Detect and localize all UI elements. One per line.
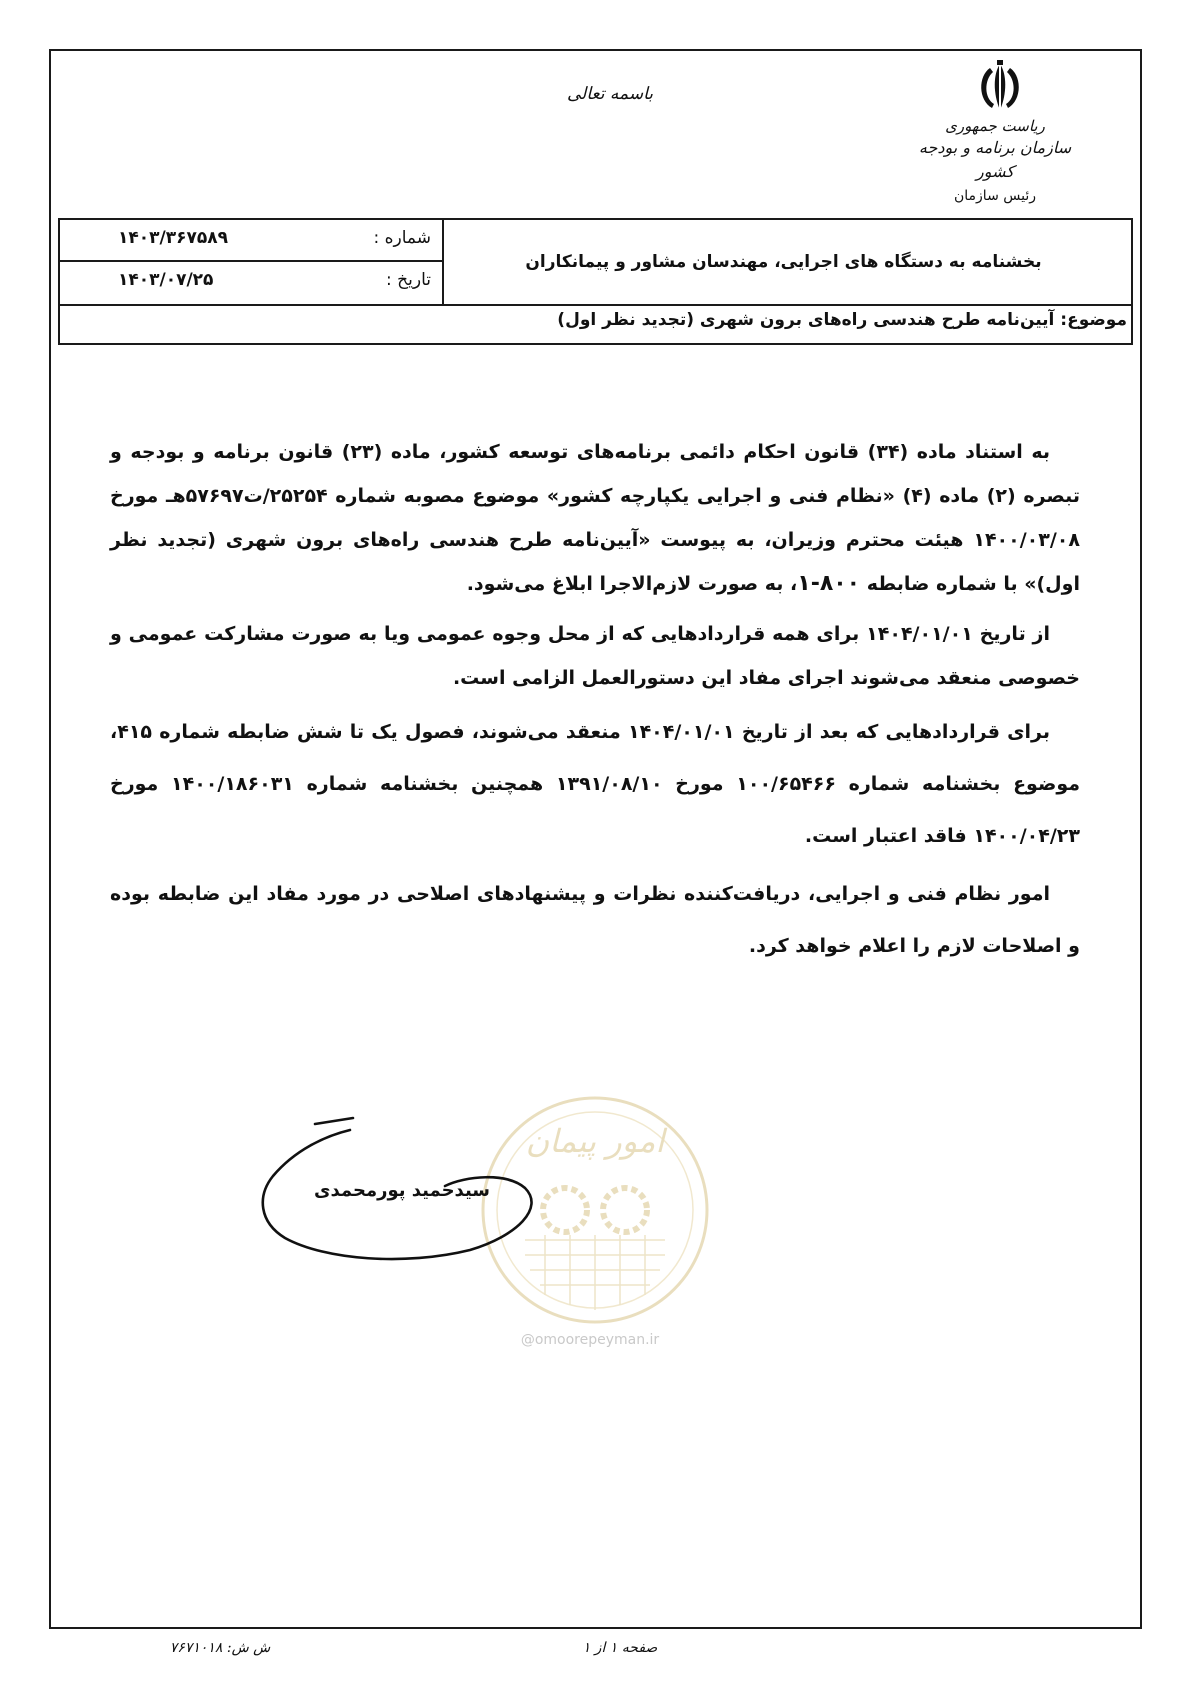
head-of-organization-label: رئیس سازمان — [954, 188, 1036, 204]
page-number: صفحه ۱ از ۱ — [582, 1640, 658, 1656]
presidency-label: ریاست جمهوری — [945, 117, 1045, 135]
organization-name: سازمان برنامه و بودجه کشور — [918, 138, 1072, 181]
letter-body — [110, 430, 1080, 972]
date-value: ۱۴۰۳/۰۷/۲۵ — [118, 270, 214, 290]
regulation-code: ۸۰۰-۱ — [797, 571, 861, 596]
document-code: ش ش: ۷۶۷۱۰۱۸ — [169, 1640, 271, 1656]
annex-title: آیین‌نامه طرح هندسی راه‌های برون شهری (تجدید نظر اول) — [110, 529, 1080, 595]
svg-text:امور پیمان: امور پیمان — [525, 1122, 665, 1160]
table-divider — [60, 260, 442, 262]
body-paragraph: به استناد ماده (۳۴) قانون احکام دائمی برنامه‌های توسعه کشور، ماده (۲۳) قانون برنامه و بودجه و تبصره (۲) ماده (۴) «نظام فنی و اجرایی یکپارچه کشور» موضوع مصوبه شماره ۲۵۲۵۴/ت۵۷۶۹۷هـ مورخ ۱۴۰۰/۰۳/۰۸ هیئت محترم وزیران، به پیوست «آیین‌نامه طرح هندسی راه‌های برون شهری (تجدید نظر اول)» با شماره ضابطه ۸۰۰-۱، به صورت لازم‌الاجرا ابلاغ می‌شود. — [110, 441, 1081, 596]
body-paragraph: برای قراردادهایی که بعد از تاریخ ۱۴۰۴/۰۱/۰۱ منعقد می‌شوند، فصول یک تا شش ضابطه شماره ۴۱۵، موضوع بخشنامه شماره ۱۰۰/۶۵۴۶۶ مورخ ۱۳۹۱/۰۸/۱۰ همچنین بخشنامه شماره ۱۴۰۰/۱۸۶۰۳۱ مورخ ۱۴۰۰/۰۴/۲۳ فاقد اعتبار است. — [110, 721, 1080, 847]
watermark-url: @omoorepeyman.ir — [520, 1332, 660, 1348]
iran-emblem-icon — [970, 60, 1030, 116]
table-divider — [60, 304, 1131, 306]
number-value: ۱۴۰۳/۳۶۷۵۸۹ — [118, 228, 228, 248]
invocation-text: باسمه تعالی — [567, 84, 653, 104]
organization-block — [900, 116, 1090, 208]
body-paragraph: امور نظام فنی و اجرایی، دریافت‌کننده نظرات و پیشنهادهای اصلاحی در مورد مفاد این ضابطه بوده و اصلاحات لازم را اعلام خواهد کرد. — [110, 883, 1080, 957]
recipients-text: بخشنامه به دستگاه های اجرایی، مهندسان مشاور و پیمانکاران — [525, 252, 1042, 272]
number-label: شماره : — [373, 228, 431, 248]
body-paragraph: از تاریخ ۱۴۰۴/۰۱/۰۱ برای همه قراردادهایی که از محل وجوه عمومی ویا به صورت مشارکت عمومی و خصوصی منعقد می‌شوند اجرای مفاد این دستورالعمل الزامی است. — [110, 623, 1080, 689]
date-label: تاریخ : — [386, 270, 431, 290]
letter-info-table — [58, 218, 1133, 345]
signer-name: سیدحمید پورمحمدی — [314, 1180, 490, 1201]
subject-line: موضوع: آیین‌نامه طرح هندسی راه‌های برون شهری (تجدید نظر اول) — [557, 310, 1127, 330]
